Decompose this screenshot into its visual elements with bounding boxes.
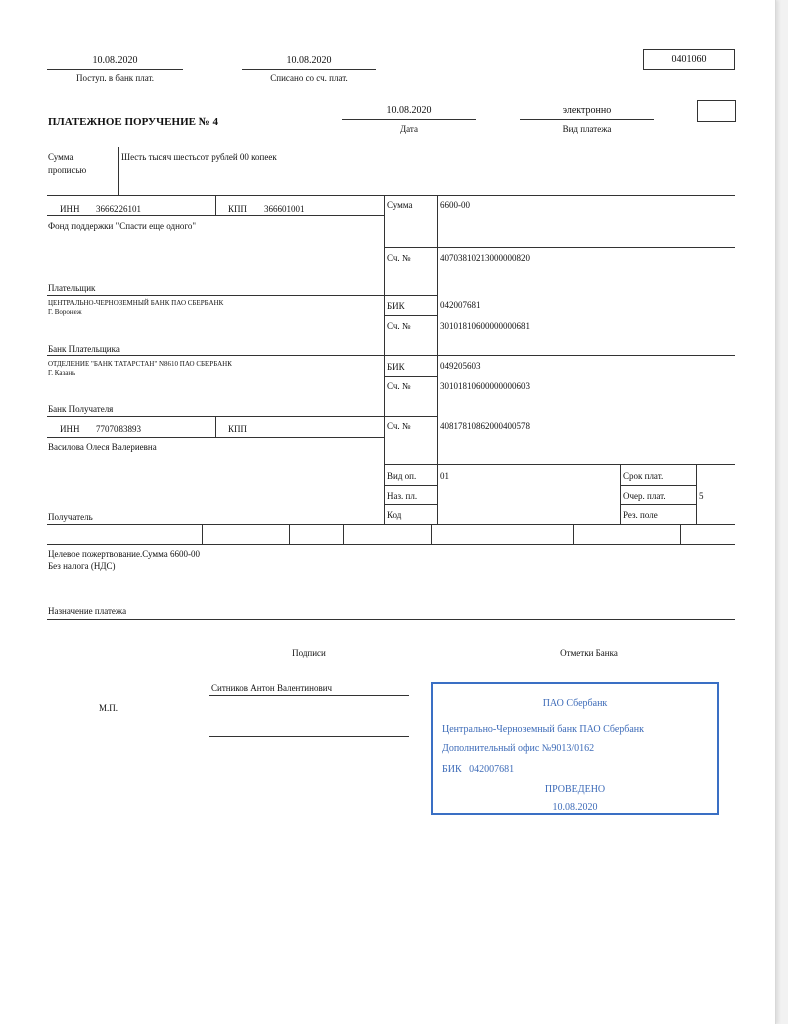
payer-bank-label: Банк Плательщика xyxy=(48,344,120,354)
label-received: Поступ. в банк плат. xyxy=(76,73,154,83)
divider xyxy=(620,464,621,524)
recipient-bik: 049205603 xyxy=(440,361,481,371)
recipient-bank-city: Г. Казань xyxy=(48,369,76,377)
recipient-bik-label: БИК xyxy=(387,362,405,372)
divider xyxy=(384,504,437,505)
recipient-bank-account: 30101810600000000603 xyxy=(440,381,530,391)
divider xyxy=(437,195,438,524)
divider xyxy=(520,119,654,120)
divider xyxy=(696,464,697,524)
recipient-name: Василова Олеся Валериевна xyxy=(48,442,157,452)
divider xyxy=(47,524,735,525)
stamp-date: 10.08.2020 xyxy=(552,802,598,813)
document-title: ПЛАТЕЖНОЕ ПОРУЧЕНИЕ № 4 xyxy=(48,116,219,128)
payer-bank-account: 30101810600000000681 xyxy=(440,321,530,331)
stamp-bank: ПАО Сбербанк xyxy=(542,698,608,709)
divider xyxy=(47,437,384,438)
purpose-code-label: Наз. пл. xyxy=(387,491,418,501)
op-type-label: Вид оп. xyxy=(387,471,417,481)
payer-inn-label: ИНН xyxy=(60,204,80,214)
divider xyxy=(47,355,735,356)
recipient-bank-label: Банк Получателя xyxy=(48,404,114,414)
divider xyxy=(47,69,183,70)
divider xyxy=(573,524,574,544)
payer-inn: 3666226101 xyxy=(96,204,141,214)
divider xyxy=(384,195,385,524)
payer-bank-city: Г. Воронеж xyxy=(48,308,82,316)
stamp-status: ПРОВЕДЕНО xyxy=(544,784,606,795)
signatures-label: Подписи xyxy=(292,648,326,658)
payer-bank-account-label: Сч. № xyxy=(387,321,411,331)
form-code: 0401060 xyxy=(671,54,707,65)
divider xyxy=(431,524,432,544)
payer-bik: 042007681 xyxy=(440,300,481,310)
payment-type: электронно xyxy=(562,105,612,116)
payer-kpp-label: КПП xyxy=(228,204,248,214)
amount-words: Шесть тысяч шестьсот рублей 00 копеек xyxy=(121,152,277,162)
recipient-inn-label: ИНН xyxy=(60,424,80,434)
seal-label: М.П. xyxy=(99,703,119,713)
recipient-kpp-label: КПП xyxy=(228,424,248,434)
divider xyxy=(215,417,216,437)
divider xyxy=(47,195,735,196)
divider xyxy=(384,247,735,248)
recipient-bank-name: ОТДЕЛЕНИЕ "БАНК ТАТАРСТАН" N8610 ПАО СБЕРБАНК xyxy=(48,360,232,368)
divider xyxy=(620,504,696,505)
label-debited: Списано со сч. плат. xyxy=(270,73,348,83)
amount-label: Сумма xyxy=(387,200,413,210)
priority-label: Очер. плат. xyxy=(623,491,666,501)
divider xyxy=(202,524,203,544)
divider xyxy=(47,544,735,545)
bank-stamp xyxy=(431,682,719,815)
amount-words-label-2: прописью xyxy=(48,165,87,175)
payer-account-label: Сч. № xyxy=(387,253,411,263)
priority: 5 xyxy=(699,491,704,501)
divider xyxy=(242,69,376,70)
purpose-label: Назначение платежа xyxy=(48,606,127,616)
recipient-account: 40817810862000400578 xyxy=(440,421,530,431)
divider xyxy=(118,147,119,195)
purpose-line-2: Без налога (НДС) xyxy=(48,561,116,571)
payer-account: 40703810213000000820 xyxy=(440,253,530,263)
divider xyxy=(47,619,735,620)
recipient-inn: 7707083893 xyxy=(96,424,141,434)
stamp-office: Дополнительный офис №9013/0162 xyxy=(442,743,595,754)
divider xyxy=(384,464,735,465)
bank-marks-label: Отметки Банка xyxy=(560,648,618,658)
payer-kpp: 366601001 xyxy=(264,204,305,214)
due-label: Срок плат. xyxy=(623,471,664,481)
form-code-box xyxy=(643,49,735,70)
divider xyxy=(47,215,384,216)
payer-bank-name: ЦЕНТРАЛЬНО-ЧЕРНОЗЕМНЫЙ БАНК ПАО СБЕРБАНК xyxy=(48,299,224,307)
divider xyxy=(215,196,216,215)
signer-name: Ситников Антон Валентинович xyxy=(211,683,333,693)
divider xyxy=(47,416,437,417)
divider xyxy=(342,119,476,120)
payer-name: Фонд поддержки "Спасти еще одного" xyxy=(48,221,197,231)
divider xyxy=(47,295,437,296)
reserve-label: Рез. поле xyxy=(623,510,658,520)
divider xyxy=(343,524,344,544)
order-date: 10.08.2020 xyxy=(386,105,432,116)
divider xyxy=(384,315,437,316)
recipient-account-label: Сч. № xyxy=(387,421,411,431)
divider xyxy=(620,485,696,486)
divider xyxy=(384,485,437,486)
divider xyxy=(680,524,681,544)
payer-label: Плательщик xyxy=(48,283,96,293)
signature-line xyxy=(209,695,409,696)
date-received: 10.08.2020 xyxy=(92,55,138,66)
date-debited: 10.08.2020 xyxy=(286,55,332,66)
stamp-branch: Центрально-Черноземный банк ПАО Сбербанк xyxy=(442,724,645,735)
amount-words-label-1: Сумма xyxy=(48,152,74,162)
stamp-bik: БИК 042007681 xyxy=(442,764,515,775)
amount-value: 6600-00 xyxy=(440,200,470,210)
purpose-line-1: Целевое пожертвование.Сумма 6600-00 xyxy=(48,549,200,559)
divider xyxy=(384,376,437,377)
divider xyxy=(289,524,290,544)
recipient-label: Получатель xyxy=(48,512,93,522)
op-type: 01 xyxy=(440,471,449,481)
signature-line xyxy=(209,736,409,737)
recipient-bank-account-label: Сч. № xyxy=(387,381,411,391)
empty-field-box xyxy=(697,100,736,122)
code-label: Код xyxy=(387,510,402,520)
payment-type-label: Вид платежа xyxy=(562,124,612,134)
payer-bik-label: БИК xyxy=(387,301,405,311)
order-date-label: Дата xyxy=(400,124,418,134)
